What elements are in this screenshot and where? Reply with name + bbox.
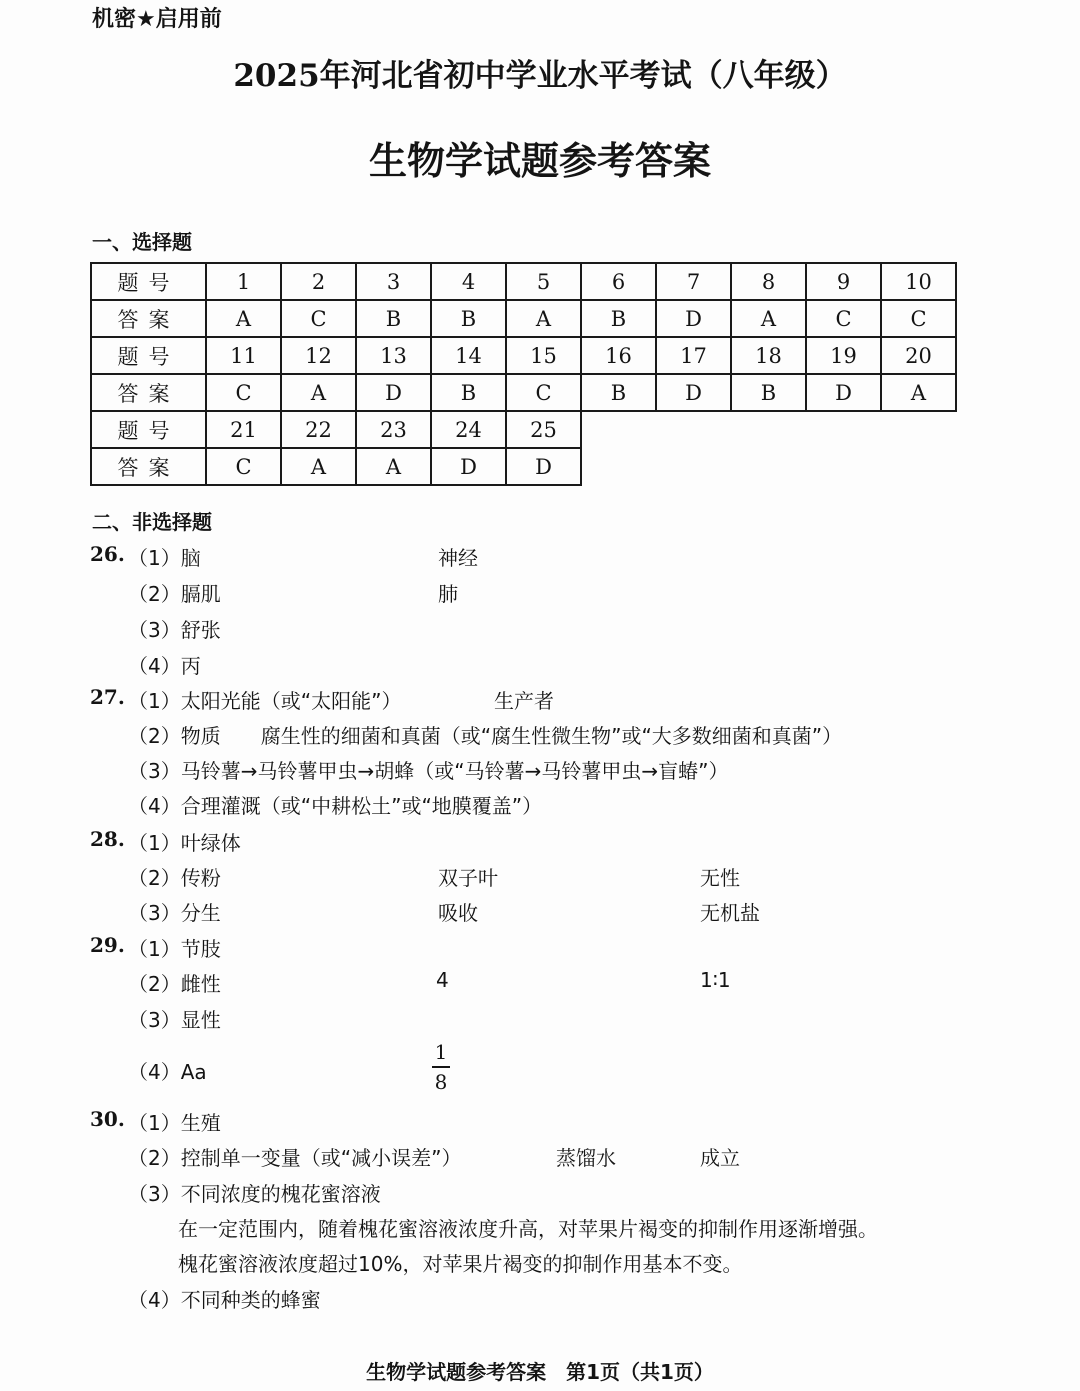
answer-text: 无性: [700, 866, 740, 890]
empty-cell: [881, 448, 956, 485]
answer-cell: D: [356, 374, 431, 411]
answer-text: （1）太阳光能（或“太阳能”）: [128, 689, 402, 713]
answer-cell: C: [281, 300, 356, 337]
answer-cell: C: [206, 374, 281, 411]
answer-text: 生产者: [494, 689, 554, 713]
answer-text: 在一定范围内，随着槐花蜜溶液浓度升高，对苹果片褐变的抑制作用逐渐增强。: [178, 1217, 878, 1241]
answer-text: （3）分生: [128, 901, 221, 925]
question-number-cell: 14: [431, 337, 506, 374]
question-number-cell: 24: [431, 411, 506, 448]
confidential-mark: 机密★启用前: [92, 7, 222, 32]
question-number-cell: 10: [881, 263, 956, 300]
answer-text: （1）脑: [128, 546, 201, 570]
empty-cell: [656, 448, 731, 485]
empty-cell: [731, 448, 806, 485]
answer-text: 肺: [438, 582, 458, 606]
question-number-cell: 12: [281, 337, 356, 374]
answer-cell: D: [656, 374, 731, 411]
answer-text: （2）控制单一变量（或“减小误差”）: [128, 1146, 462, 1170]
table-row-numbers: [91, 263, 956, 300]
question-number-cell: 5: [506, 263, 581, 300]
question-number-cell: 16: [581, 337, 656, 374]
fraction-bar: [432, 1066, 450, 1068]
answer-text: 双子叶: [438, 866, 498, 890]
question-number-cell: 21: [206, 411, 281, 448]
fraction: [432, 1040, 450, 1094]
empty-cell: [806, 411, 881, 448]
question-number: 26.: [90, 542, 125, 566]
row-label: 题号: [91, 263, 206, 300]
answer-text: （2）雌性: [128, 972, 221, 996]
answer-cell: D: [806, 374, 881, 411]
empty-cell: [881, 411, 956, 448]
answer-cell: B: [731, 374, 806, 411]
page-footer: 生物学试题参考答案 第1页（共1页）: [366, 1360, 714, 1384]
answer-cell: A: [506, 300, 581, 337]
answer-cell: A: [206, 300, 281, 337]
answer-text: （4）不同种类的蜂蜜: [128, 1288, 321, 1312]
table-row-answers: [91, 448, 956, 485]
answer-text: （2）膈肌: [128, 582, 221, 606]
empty-cell: [731, 411, 806, 448]
question-number-cell: 23: [356, 411, 431, 448]
answer-cell: B: [431, 374, 506, 411]
question-number-cell: 22: [281, 411, 356, 448]
answer-cell: A: [731, 300, 806, 337]
exam-title: 2025年河北省初中学业水平考试（八年级）: [233, 58, 847, 94]
answer-cell: A: [281, 374, 356, 411]
answer-text: （1）叶绿体: [128, 831, 241, 855]
question-number-cell: 6: [581, 263, 656, 300]
answer-text: （1）节肢: [128, 937, 221, 961]
answer-text: （2）物质 腐生性的细菌和真菌（或“腐生性微生物”或“大多数细菌和真菌”）: [128, 724, 843, 748]
fraction-denominator: 8: [434, 1070, 448, 1094]
question-number: 28.: [90, 827, 125, 851]
empty-cell: [581, 448, 656, 485]
answer-cell: D: [431, 448, 506, 485]
answer-text: （4）丙: [128, 654, 201, 678]
answer-cell: C: [506, 374, 581, 411]
table-row-numbers: [91, 337, 956, 374]
answer-cell: D: [656, 300, 731, 337]
question-number-cell: 4: [431, 263, 506, 300]
answer-text: （1）生殖: [128, 1111, 221, 1135]
answer-cell: B: [581, 300, 656, 337]
answer-text: 无机盐: [700, 901, 760, 925]
answer-text: 4: [436, 968, 449, 992]
question-number-cell: 17: [656, 337, 731, 374]
answer-text: 神经: [438, 546, 478, 570]
answer-text: 蒸馏水: [556, 1146, 616, 1170]
question-number: 30.: [90, 1107, 125, 1131]
answer-text: 槐花蜜溶液浓度超过10%，对苹果片褐变的抑制作用基本不变。: [178, 1252, 743, 1276]
answer-cell: C: [206, 448, 281, 485]
fraction-numerator: 1: [434, 1040, 448, 1064]
answer-text: （3）舒张: [128, 618, 221, 642]
question-number-cell: 2: [281, 263, 356, 300]
answer-cell: B: [356, 300, 431, 337]
row-label: 答案: [91, 374, 206, 411]
answer-table: [90, 262, 957, 486]
answer-cell: A: [356, 448, 431, 485]
answer-text: 吸收: [438, 901, 478, 925]
answer-cell: B: [581, 374, 656, 411]
answer-cell: A: [281, 448, 356, 485]
answer-text: （4）合理灌溉（或“中耕松土”或“地膜覆盖”）: [128, 794, 543, 818]
answer-cell: C: [806, 300, 881, 337]
answer-text: 成立: [700, 1146, 740, 1170]
question-number: 29.: [90, 933, 125, 957]
row-label: 答案: [91, 448, 206, 485]
answer-cell: C: [881, 300, 956, 337]
question-number-cell: 7: [656, 263, 731, 300]
question-number-cell: 11: [206, 337, 281, 374]
empty-cell: [656, 411, 731, 448]
question-number-cell: 18: [731, 337, 806, 374]
empty-cell: [806, 448, 881, 485]
table-row-numbers: [91, 411, 956, 448]
answer-text: （2）传粉: [128, 866, 221, 890]
table-row-answers: [91, 300, 956, 337]
question-number-cell: 13: [356, 337, 431, 374]
row-label: 题号: [91, 411, 206, 448]
question-number: 27.: [90, 685, 125, 709]
section-heading-nonchoice: 二、非选择题: [92, 510, 212, 534]
empty-cell: [581, 411, 656, 448]
row-label: 答案: [91, 300, 206, 337]
page-title: 生物学试题参考答案: [368, 139, 711, 183]
question-number-cell: 15: [506, 337, 581, 374]
answer-text: （3）不同浓度的槐花蜜溶液: [128, 1182, 381, 1206]
answer-cell: B: [431, 300, 506, 337]
question-number-cell: 19: [806, 337, 881, 374]
answer-cell: D: [506, 448, 581, 485]
answer-text: （3）显性: [128, 1008, 221, 1032]
question-number-cell: 8: [731, 263, 806, 300]
question-number-cell: 1: [206, 263, 281, 300]
table-row-answers: [91, 374, 956, 411]
section-heading-choice: 一、选择题: [92, 230, 192, 254]
question-number-cell: 9: [806, 263, 881, 300]
question-number-cell: 25: [506, 411, 581, 448]
answer-text: （4）Aa: [128, 1060, 207, 1084]
row-label: 题号: [91, 337, 206, 374]
question-number-cell: 20: [881, 337, 956, 374]
answer-text: 1∶1: [700, 968, 731, 992]
question-number-cell: 3: [356, 263, 431, 300]
answer-text: （3）马铃薯→马铃薯甲虫→胡蜂（或“马铃薯→马铃薯甲虫→盲蝽”）: [128, 759, 729, 783]
answer-cell: A: [881, 374, 956, 411]
